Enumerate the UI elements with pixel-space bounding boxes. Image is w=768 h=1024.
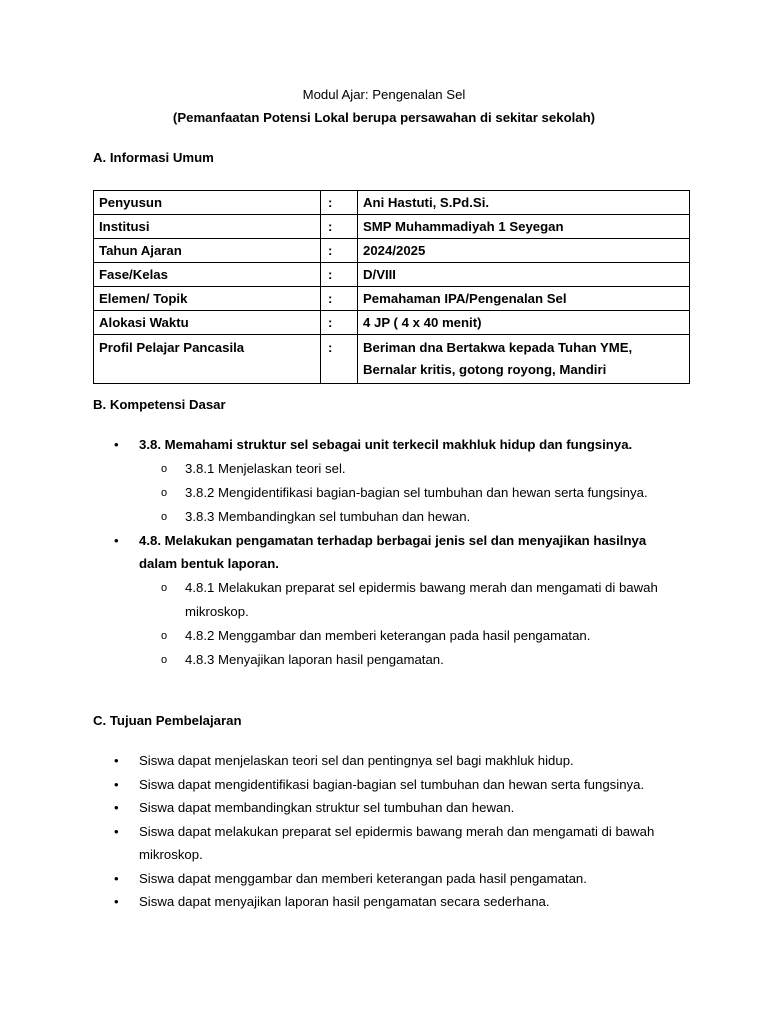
info-row <box>94 239 690 263</box>
info-separator: : <box>321 263 358 287</box>
document-title: Modul Ajar: Pengenalan Sel <box>302 87 466 102</box>
tujuan-item <box>114 773 674 797</box>
info-separator: : <box>321 311 358 335</box>
info-label: Tahun Ajaran <box>94 239 321 263</box>
sub-bullet-icon: o <box>161 510 168 523</box>
info-label: Institusi <box>94 215 321 239</box>
tujuan-text: Siswa dapat menyajikan laporan hasil pengamatan secara sederhana. <box>139 894 550 909</box>
info-label: Fase/Kelas <box>94 263 321 287</box>
section-b-heading: B. Kompetensi Dasar <box>93 397 226 412</box>
kd-item <box>114 529 674 672</box>
info-separator: : <box>321 239 358 263</box>
tujuan-item <box>114 820 674 867</box>
indicator-text: 3.8.2 Mengidentifikasi bagian-bagian sel tumbuhan dan hewan serta fungsinya. <box>185 484 648 500</box>
tujuan-item <box>114 890 674 914</box>
bullet-icon: • <box>114 753 119 768</box>
info-value: Pemahaman IPA/Pengenalan Sel <box>358 287 690 311</box>
indicator-list <box>139 457 674 529</box>
tujuan-item <box>114 796 674 820</box>
sub-bullet-icon: o <box>161 629 168 642</box>
bullet-icon: • <box>114 776 119 792</box>
info-separator: : <box>321 335 358 384</box>
info-label: Alokasi Waktu <box>94 311 321 335</box>
indicator-item <box>161 576 674 624</box>
sub-bullet-icon: o <box>161 462 168 475</box>
indicator-text: 3.8.1 Menjelaskan teori sel. <box>185 460 346 476</box>
info-value: Beriman dna Bertakwa kepada Tuhan YME, Bernalar kritis, gotong royong, Mandiri <box>358 335 690 384</box>
info-row <box>94 263 690 287</box>
kd-list <box>114 433 674 672</box>
info-row <box>94 311 690 335</box>
tujuan-text: Siswa dapat mengidentifikasi bagian-bagian sel tumbuhan dan hewan serta fungsinya. <box>139 776 645 792</box>
indicator-item <box>161 648 674 672</box>
info-row <box>94 335 690 384</box>
tujuan-text: Siswa dapat melakukan preparat sel epidermis bawang merah dan mengamati di bawah mikroskop. <box>139 823 655 862</box>
info-label: Profil Pelajar Pancasila <box>94 335 321 384</box>
info-row <box>94 215 690 239</box>
section-c-heading: C. Tujuan Pembelajaran <box>93 713 242 728</box>
info-separator: : <box>321 215 358 239</box>
indicator-list <box>139 576 674 672</box>
info-value: D/VIII <box>358 263 690 287</box>
bullet-icon: • <box>114 823 119 839</box>
info-value: SMP Muhammadiyah 1 Seyegan <box>358 215 690 239</box>
indicator-text: 4.8.2 Menggambar dan memberi keterangan pada hasil pengamatan. <box>185 627 591 643</box>
info-table <box>93 190 690 384</box>
indicator-item <box>161 505 674 529</box>
document-subtitle: (Pemanfaatan Potensi Lokal berupa persawahan di sekitar sekolah) <box>172 110 596 125</box>
indicator-text: 3.8.3 Membandingkan sel tumbuhan dan hewan. <box>185 508 471 524</box>
tujuan-text: Siswa dapat membandingkan struktur sel tumbuhan dan hewan. <box>139 800 515 815</box>
info-row <box>94 191 690 215</box>
indicator-item <box>161 457 674 481</box>
info-label: Elemen/ Topik <box>94 287 321 311</box>
sub-bullet-icon: o <box>161 581 168 594</box>
bullet-icon: • <box>114 894 119 909</box>
indicator-item <box>161 481 674 505</box>
info-separator: : <box>321 287 358 311</box>
info-label: Penyusun <box>94 191 321 215</box>
sub-bullet-icon: o <box>161 486 168 499</box>
indicator-text: 4.8.3 Menyajikan laporan hasil pengamatan. <box>185 651 444 667</box>
tujuan-text: Siswa dapat menggambar dan memberi keterangan pada hasil pengamatan. <box>139 870 587 886</box>
bullet-icon: • <box>114 870 119 886</box>
tujuan-text: Siswa dapat menjelaskan teori sel dan pentingnya sel bagi makhluk hidup. <box>139 753 574 768</box>
indicator-item <box>161 624 674 648</box>
kd-text: 3.8. Memahami struktur sel sebagai unit terkecil makhluk hidup dan fungsinya. <box>139 437 633 452</box>
bullet-icon: • <box>114 800 119 815</box>
bullet-icon: • <box>114 437 119 452</box>
section-a-heading: A. Informasi Umum <box>93 150 214 165</box>
tujuan-item <box>114 749 674 773</box>
tujuan-item <box>114 867 674 891</box>
info-row <box>94 287 690 311</box>
info-value: Ani Hastuti, S.Pd.Si. <box>358 191 690 215</box>
sub-bullet-icon: o <box>161 653 168 666</box>
bullet-icon: • <box>114 532 119 548</box>
kd-item <box>114 433 674 529</box>
tujuan-list <box>114 749 674 914</box>
info-separator: : <box>321 191 358 215</box>
kd-text: 4.8. Melakukan pengamatan terhadap berbagai jenis sel dan menyajikan hasilnya dalam bentuk laporan. <box>139 532 647 571</box>
info-value: 2024/2025 <box>358 239 690 263</box>
indicator-text: 4.8.1 Melakukan preparat sel epidermis bawang merah dan mengamati di bawah mikroskop. <box>185 579 658 619</box>
info-value: 4 JP ( 4 x 40 menit) <box>358 311 690 335</box>
